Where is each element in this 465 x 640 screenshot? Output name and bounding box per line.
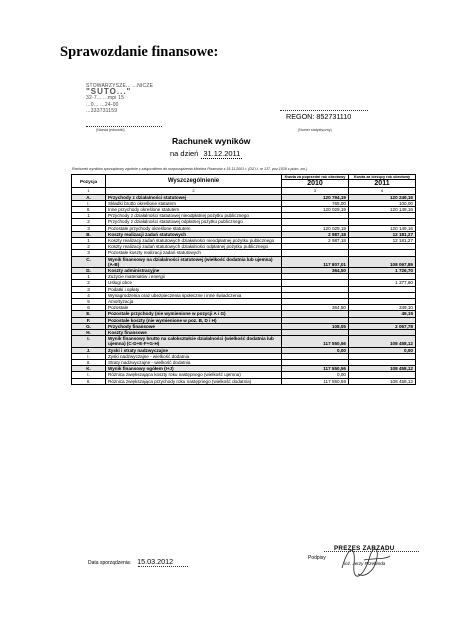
row-description: Przychody z działalności statutowej xyxy=(106,194,282,200)
row-amount-previous: 117 550,56 xyxy=(282,336,349,347)
row-amount-previous: 117 807,01 xyxy=(282,256,349,267)
row-amount-previous: 2 987,18 xyxy=(282,237,349,243)
report-date xyxy=(170,149,242,158)
row-amount-current: 108 458,12 xyxy=(349,378,416,384)
row-position: B. xyxy=(72,231,106,237)
header-current-label: Kwota za bieżący rok obrotowy xyxy=(353,175,411,179)
signature-stamp: PREZES ZARZĄDU xyxy=(334,545,395,552)
row-position: 5 xyxy=(72,298,106,304)
row-amount-previous: 108,05 xyxy=(282,323,349,329)
row-position: 6 xyxy=(72,305,106,311)
row-amount-previous: 364,50 xyxy=(282,305,349,311)
stamp-line-5: ...333731159 xyxy=(86,107,118,114)
row-position: A. xyxy=(72,194,106,200)
row-description: Wynagrodzenia oraz ubezpieczenia społeczne i inne świadczenia xyxy=(106,292,282,298)
row-position: J. xyxy=(72,347,106,353)
row-description: Pozostałe koszty realizacji zadań statutowych xyxy=(106,250,282,256)
row-position: I. xyxy=(72,336,106,347)
table-row xyxy=(72,336,416,347)
row-description: Różnica zwiększająca koszty roku następnego (wielkość ujemna) xyxy=(106,372,282,378)
row-position: 2 xyxy=(72,280,106,286)
row-description: Przychody z działalności statutowej odpłatnej pożytku publicznego xyxy=(106,219,282,225)
row-position: E. xyxy=(72,311,106,317)
page-title: Sprawozdanie finansowe: xyxy=(60,44,219,60)
signatory-name: inż. Jerzy Przebinda xyxy=(344,561,386,566)
header-previous-year-value: 2010 xyxy=(282,179,348,187)
regon-number: REGON: 852731110 xyxy=(286,112,352,121)
row-description: Zyski nadzwyczajne - wielkość dodatnia xyxy=(106,353,282,359)
preparation-date-underline xyxy=(138,566,188,567)
row-description: Wynik finansowy na działalności statutowej (wielkość dodatnia lub ujemna) (A-B) xyxy=(106,256,282,267)
index-cell: 4 xyxy=(349,188,416,194)
regon-underline xyxy=(280,110,368,111)
row-position: I. xyxy=(72,372,106,378)
row-position: 2 xyxy=(72,244,106,250)
row-amount-previous: 765,00 xyxy=(282,200,349,206)
stamp-line-2: "SUTO..." xyxy=(86,87,132,97)
header-current-year-value: 2011 xyxy=(349,179,415,187)
row-position: K. xyxy=(72,366,106,372)
row-amount-current: 0,00 xyxy=(349,347,416,353)
row-position: G. xyxy=(72,323,106,329)
row-amount-previous: 0,00 xyxy=(282,347,349,353)
header-position: Pozycja xyxy=(72,175,106,188)
row-position: 1 xyxy=(72,237,106,243)
row-amount-current: 120 149,16 xyxy=(349,206,416,212)
row-position: II. xyxy=(72,378,106,384)
row-position: 4 xyxy=(72,292,106,298)
row-description: Pozostałe xyxy=(106,305,282,311)
header-previous-label: Kwota za poprzedni rok obrotowy xyxy=(284,175,346,179)
preparation-date xyxy=(88,557,173,566)
row-description: Koszty realizacji zadań statutowych działalności odpłatnej pożytku publicznego xyxy=(106,244,282,250)
row-amount-current: 100,00 xyxy=(349,200,416,206)
legal-note: Rachunek wyników sporządzony zgodnie z załącznikiem do rozporządzenia Ministra Finansów z 15.11.2001 r. (DZ.U. nr 137, poz.1539 z późn. zm.) xyxy=(72,167,308,171)
row-description: Zyski i straty nadzwyczajne xyxy=(106,347,282,353)
row-amount-current: 2 067,78 xyxy=(349,323,416,329)
row-description: Koszty administracyjne xyxy=(106,267,282,273)
signatures-label: Podpisy xyxy=(308,555,326,561)
row-amount-previous: 120 029,19 xyxy=(282,225,349,231)
row-amount-current: 1 377,60 xyxy=(349,280,416,286)
regon-caption: (Numer statystyczny) xyxy=(298,128,332,132)
row-description: Przychody z działalności statutowej nieodpłatnej pożytku publicznego xyxy=(106,213,282,219)
row-position: 1 xyxy=(72,213,106,219)
unit-name-underline xyxy=(86,126,162,127)
row-amount-previous: 120 794,19 xyxy=(282,194,349,200)
row-description: Wynik finansowy brutto na całokształcie działalności (wielkość dodatnia lub ujemna) (C-D+E-F+G-H) xyxy=(106,336,282,347)
organization-stamp xyxy=(86,83,176,127)
row-description: Koszty realizacji zadań statutowych xyxy=(106,231,282,237)
row-description: Pozostałe koszty (nie wymienione w poz. B, D i H) xyxy=(106,317,282,323)
row-position: I. xyxy=(72,353,106,359)
row-position: 3 xyxy=(72,286,106,292)
row-amount-current: 12 181,27 xyxy=(349,231,416,237)
row-amount-previous: 0,00 xyxy=(282,372,349,378)
header-current-year xyxy=(349,175,416,188)
row-amount-current: 349,10 xyxy=(349,305,416,311)
row-description: Pozostałe przychody (nie wymienione w pozycji A i G) xyxy=(106,311,282,317)
row-description: Zużycie materiałów i energii xyxy=(106,274,282,280)
stamp-line-3: 32-7... ...mpi 15 xyxy=(86,95,125,102)
row-amount-current: 108 067,89 xyxy=(349,256,416,267)
report-date-prefix: na dzień xyxy=(170,149,199,158)
row-description: Różnica zwiększająca przychody roku następnego (wielkość dodatnia) xyxy=(106,378,282,384)
unit-caption: (Nazwa jednostki) xyxy=(96,128,125,132)
row-amount-previous: 2 987,18 xyxy=(282,231,349,237)
income-statement-table xyxy=(71,174,416,385)
row-description: Koszty realizacji zadań statutowych działalności nieodpłatnej pożytku publicznego xyxy=(106,237,282,243)
header-description: Wyszczególnienie xyxy=(106,175,282,188)
report-date-value: 31.12.2011 xyxy=(203,149,241,158)
row-description: Przychody finansowe xyxy=(106,323,282,329)
row-position: C. xyxy=(72,256,106,267)
row-amount-previous: 117 550,56 xyxy=(282,366,349,372)
row-amount-current: 120 149,16 xyxy=(349,225,416,231)
row-amount-previous: 364,50 xyxy=(282,267,349,273)
row-position: H. xyxy=(72,329,106,335)
stamp-line-1: STOWARZYSZE... ...NICZE xyxy=(86,83,154,89)
row-amount-current: 1 726,70 xyxy=(349,267,416,273)
index-cell: 3 xyxy=(282,188,349,194)
row-description: Koszty finansowe xyxy=(106,329,282,335)
row-amount-previous: 120 029,19 xyxy=(282,206,349,212)
row-position: 1 xyxy=(72,274,106,280)
row-description: Usługi obce xyxy=(106,280,282,286)
stamp-line-4: ...0... ...24-00 xyxy=(86,101,119,108)
row-position: F. xyxy=(72,317,106,323)
header-previous-year xyxy=(282,175,349,188)
preparation-date-label: Data sporządzenia: xyxy=(88,560,132,566)
document-title: Rachunek wyników xyxy=(172,136,251,146)
row-description: Pozostałe przychody określone statutem xyxy=(106,225,282,231)
row-amount-previous: 117 550,56 xyxy=(282,378,349,384)
row-amount-current: 108 458,12 xyxy=(349,366,416,372)
row-position: II. xyxy=(72,206,106,212)
table-row xyxy=(72,378,416,384)
row-description: Składki brutto określone statutem xyxy=(106,200,282,206)
row-position: D. xyxy=(72,267,106,273)
row-amount-current: 120 249,16 xyxy=(349,194,416,200)
preparation-date-value: 15.03.2012 xyxy=(137,557,174,566)
row-amount-current: 12 181,27 xyxy=(349,237,416,243)
row-position: 2 xyxy=(72,219,106,225)
row-position: I. xyxy=(72,200,106,206)
index-cell: 1 xyxy=(72,188,106,194)
row-position: II. xyxy=(72,359,106,365)
table-body xyxy=(72,194,416,384)
row-description: Inne przychody określone statutem xyxy=(106,206,282,212)
row-description: Amortyzacja xyxy=(106,298,282,304)
row-description: Straty nadzwyczajne - wielkość dodatnia xyxy=(106,359,282,365)
row-position: 3 xyxy=(72,250,106,256)
table-row xyxy=(72,256,416,267)
index-cell: 2 xyxy=(106,188,282,194)
row-position: 3 xyxy=(72,225,106,231)
row-amount-current: 108 458,12 xyxy=(349,336,416,347)
row-description: Wynik finansowy ogółem (I+J) xyxy=(106,366,282,372)
row-description: Podatki i opłaty xyxy=(106,286,282,292)
table-header-row xyxy=(72,175,416,188)
row-amount-current: 49,15 xyxy=(349,311,416,317)
